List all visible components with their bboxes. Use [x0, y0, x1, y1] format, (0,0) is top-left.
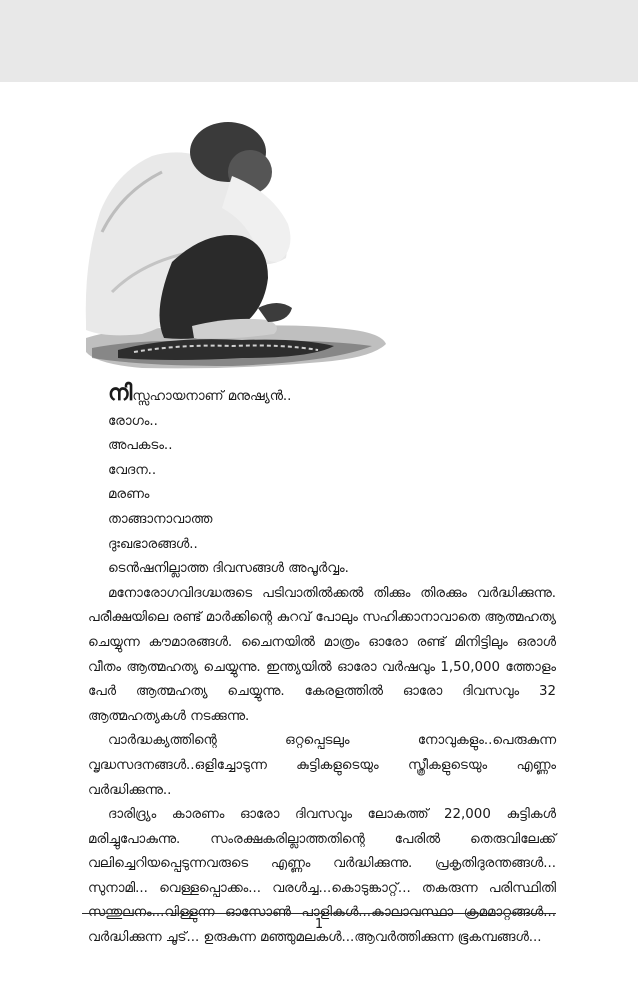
- short-line: താങ്ങാനാവാത്ത: [108, 511, 213, 527]
- short-line: ടെൻഷനില്ലാത്ത ദിവസങ്ങൾ അപൂർവ്വം.: [108, 561, 349, 577]
- short-line: മരണം: [108, 487, 150, 503]
- paragraph: മനോരോഗവിദഗ്ദ്ധരുടെ പടിവാതിൽക്കൽ തിക്കും തിരക്കും വർദ്ധിക്കുന്നു. പരീക്ഷയിലെ രണ്ട് മാർക്കിന്റെ കുറവ് പോലും സഹിക്കാനാവാതെ ആത്മഹത്യ ചെയ്യുന്ന കൗമാരങ്ങൾ. ചൈനയിൽ മാത്രം ഓരോ രണ്ട് മിനിട്ടിലും ഒരാൾ വീതം ആത്മഹത്യ ചെയ്യുന്നു. ഇന്ത്യയിൽ ഓരോ വർഷവും 1,50,000 ത്തോളം പേർ ആത്മഹത്യ ചെയ്യുന്നു. കേരളത്തിൽ ഓരോ ദിവസവും 32 ആത്മഹത്യകൾ നടക്കുന്നു.: [88, 585, 556, 724]
- page-number: 1: [314, 917, 324, 932]
- person-photo-illustration: [82, 112, 388, 374]
- opening-line: [88, 382, 556, 410]
- short-line: അപകടം..: [108, 438, 173, 454]
- short-line: ദുഃഖഭാരങ്ങൾ..: [108, 536, 198, 552]
- body-text: [88, 382, 556, 951]
- short-line: രോഗം..: [108, 413, 158, 429]
- header-band: [0, 0, 638, 82]
- dropcap: നി: [108, 381, 133, 406]
- paragraph: വാർദ്ധക്യത്തിന്റെ ഒറ്റപ്പെടലും നോവുകളും..പെരുകുന്ന വൃദ്ധസദനങ്ങൾ..ഒളിച്ചോടുന്ന കുട്ടികളുടെയും സ്ത്രീകളുടെയും എണ്ണം വർദ്ധിക്കുന്നു..: [88, 733, 556, 798]
- opening-text: സ്സഹായനാണ് മനുഷ്യൻ..: [132, 389, 292, 404]
- paragraph: ദാരിദ്ര്യം കാരണം ഓരോ ദിവസവും ലോകത്ത് 22,000 കുട്ടികൾ മരിച്ചുപോകുന്നു. സംരക്ഷകരില്ലാത്തതിന്റെ പേരിൽ തെരുവിലേക്ക് വലിച്ചെറിയപ്പെടുന്നവരുടെ എണ്ണം വർദ്ധിക്കുന്നു. പ്രകൃതിദുരന്തങ്ങൾ... സുനാമി... വെള്ളപ്പൊക്കം... വരൾച്ച...കൊടുങ്കാറ്റ്... തകരുന്ന പരിസ്ഥിതി സന്തുലനം...വിള്ളുന്ന ഓസോൺ പാളികൾ...കാലാവസ്ഥാ ക്രമമാറ്റങ്ങൾ... വർദ്ധിക്കുന്ന ചൂട്... ഉരുകുന്ന മഞ്ഞുമലകൾ...ആവർത്തിക്കുന്ന ഭൂകമ്പങ്ങൾ...: [88, 807, 556, 946]
- footer-rule: [82, 913, 556, 914]
- short-line: വേദന..: [108, 462, 157, 478]
